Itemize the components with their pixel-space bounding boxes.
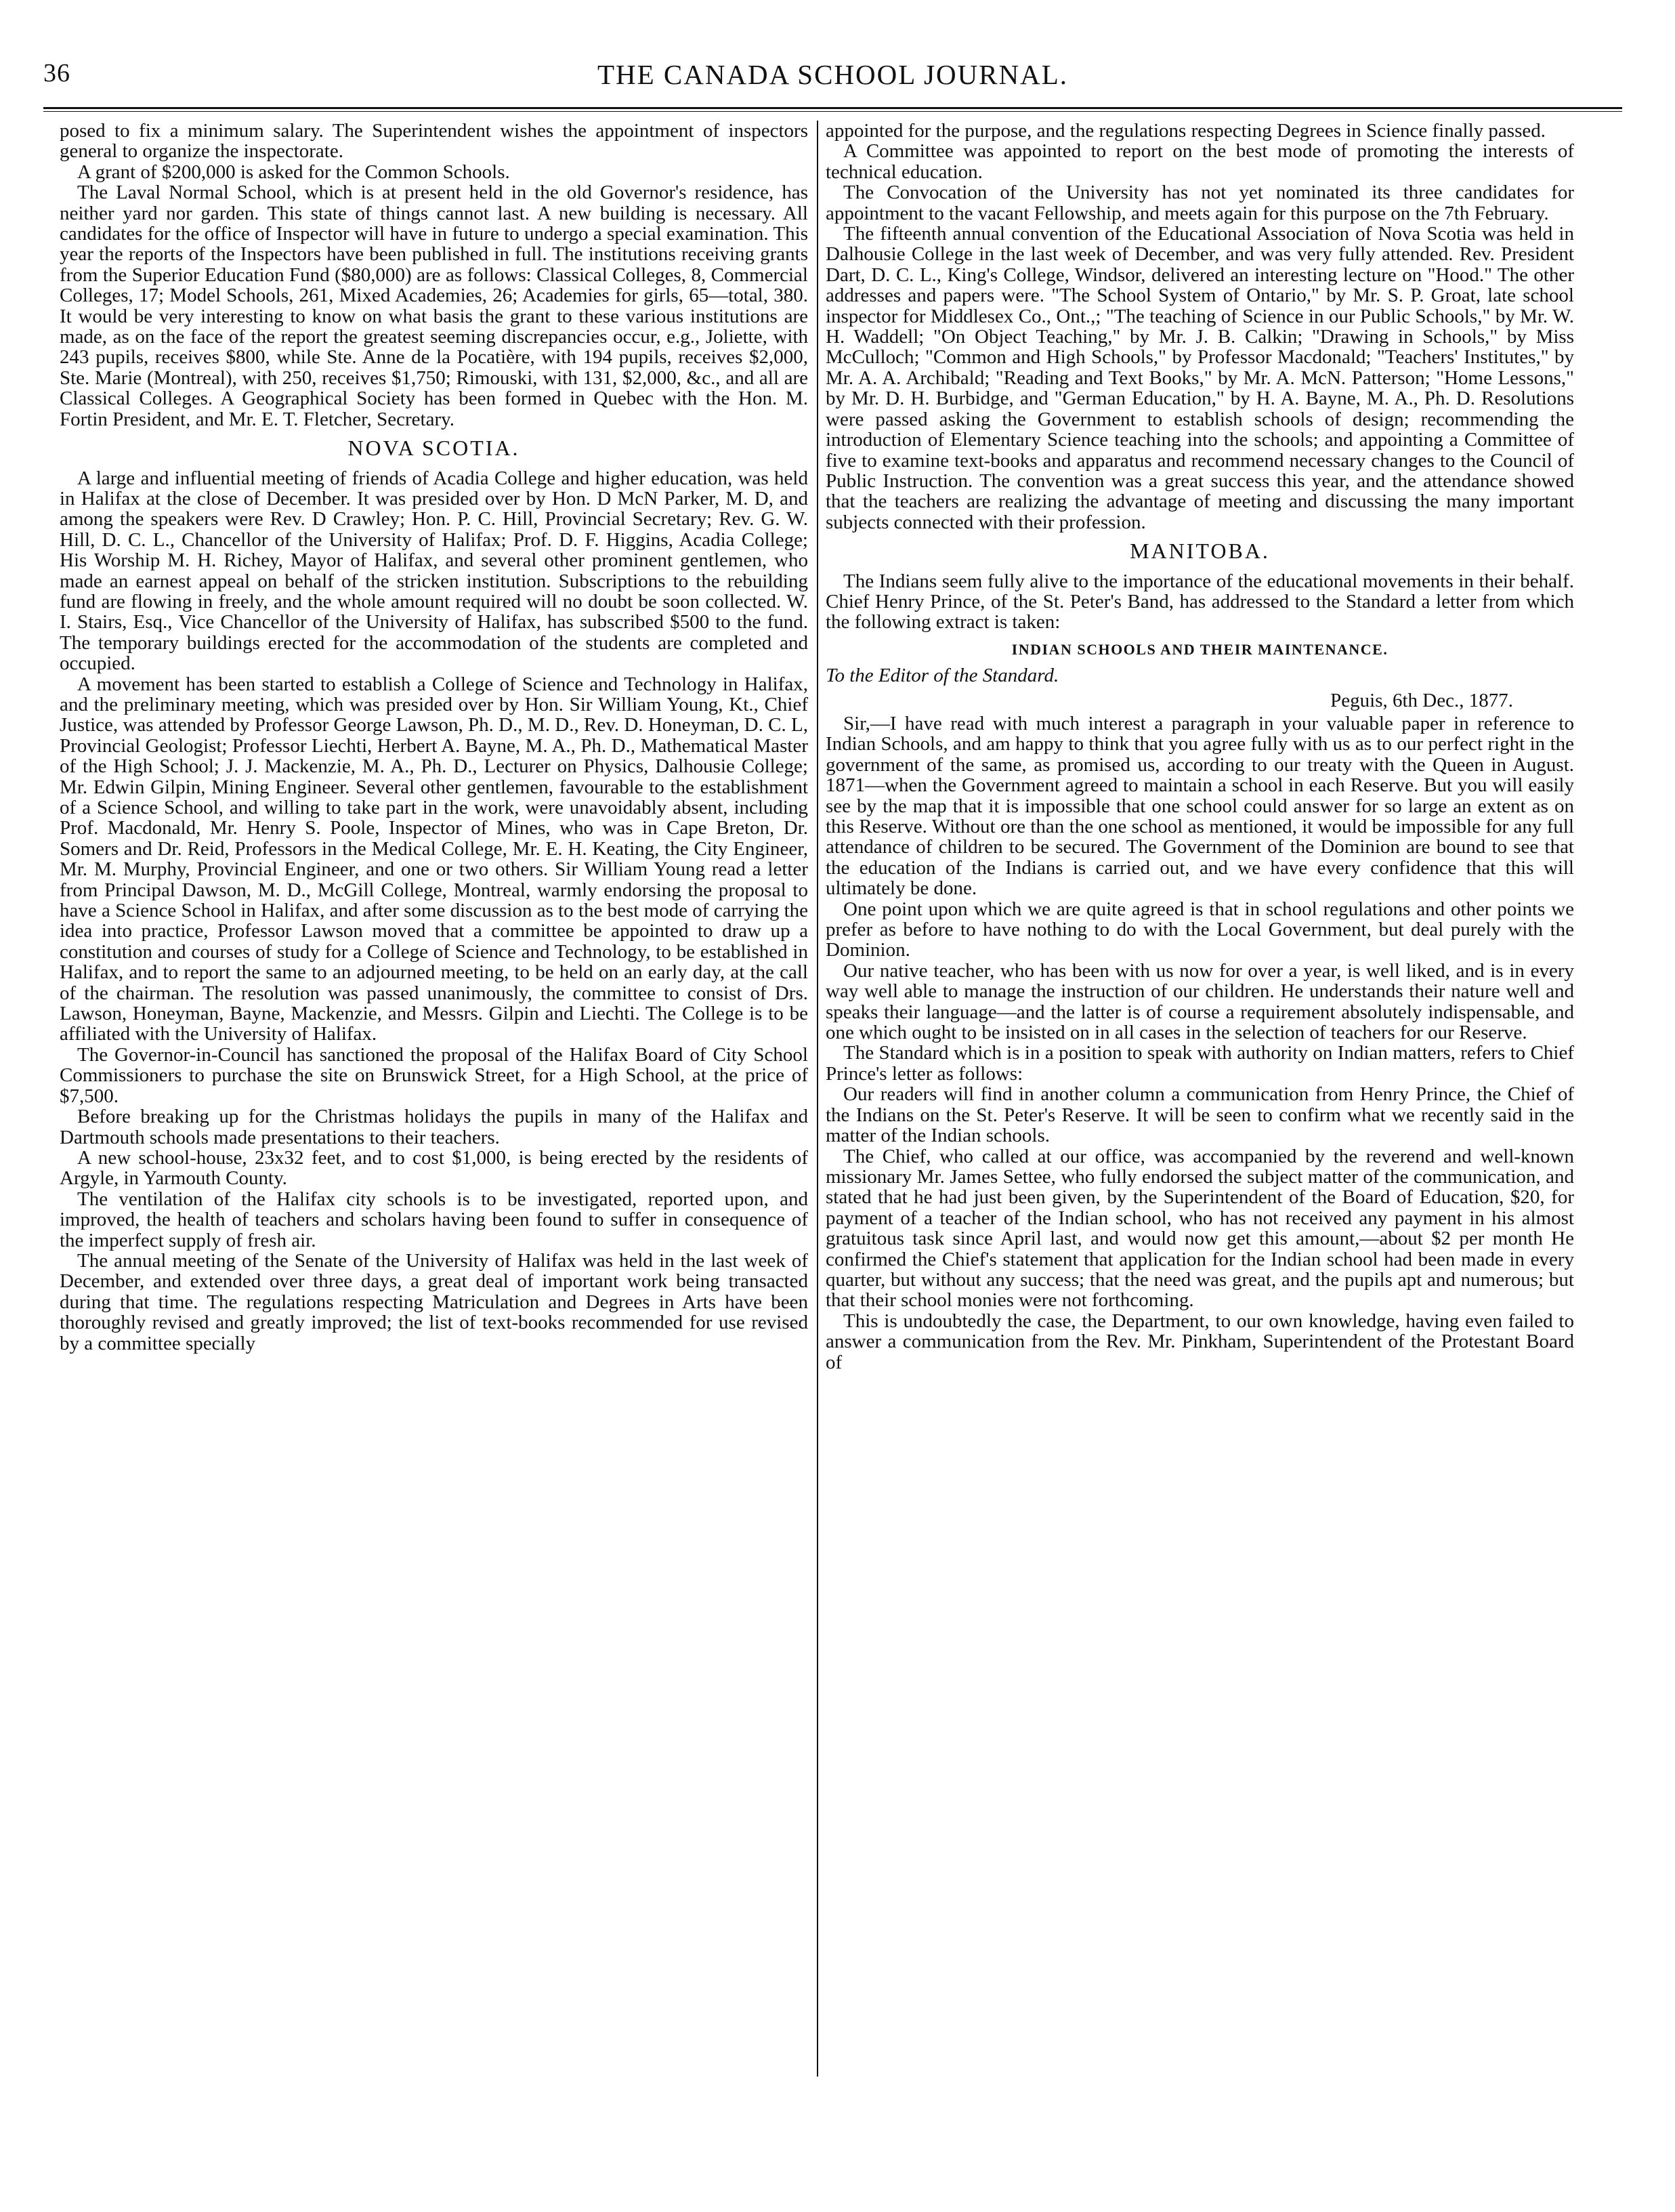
page-header <box>43 58 1622 99</box>
paragraph: One point upon which we are quite agreed is that in school regulations and other points we prefer as before to have nothing to do with the Local Government, but deal purely with the Dominion. <box>826 898 1574 961</box>
paragraph: posed to fix a minimum salary. The Superintendent wishes the appointment of inspectors general to organize the inspectorate. <box>60 120 808 163</box>
paragraph: The Governor-in-Council has sanctioned the proposal of the Halifax Board of City School Commissioners to purchase the site on Brunswick Street, for a High School, at the price of $7,500. <box>60 1043 808 1107</box>
paragraph: The annual meeting of the Senate of the University of Halifax was held in the last week of December, and extended over three days, a great deal of important work being transacted during that time. The regulations respecting Matriculation and Degrees in Arts have been thoroughly revised and greatly improved; the list of text-books recommended for use revised by a committee specially <box>60 1249 808 1354</box>
header-rule-thin <box>43 111 1622 112</box>
right-column <box>826 121 1574 1373</box>
article-columns <box>60 121 1622 1373</box>
journal-title: THE CANADA SCHOOL JOURNAL. <box>597 59 1069 90</box>
letter-dateline: Peguis, 6th Dec., 1877. <box>1330 689 1513 711</box>
paragraph: A grant of $200,000 is asked for the Common Schools. <box>77 161 510 183</box>
header-rule <box>43 107 1622 109</box>
paragraph: The Indians seem fully alive to the importance of the educational movements in their behalf. Chief Henry Prince, of the St. Peter's Band, has addressed to the Standard a letter from which the following extract is taken: <box>826 570 1574 633</box>
paragraph: This is undoubtedly the case, the Department, to our own knowledge, having even failed to answer a communication from the Rev. Mr. Pinkham, Superintendent of the Protestant Board of <box>826 1310 1574 1373</box>
paragraph: Before breaking up for the Christmas holidays the pupils in many of the Halifax and Dartmouth schools made presentations to their teachers. <box>60 1106 808 1148</box>
paragraph: The Chief, who called at our office, was accompanied by the reverend and well-known missionary Mr. James Settee, who fully endorsed the subject matter of the communication, and stated that he had just been given, by the Superintendent of the Board of Education, $20, for payment of a teacher of the Indian school, who has not received any payment in his almost gratuitous task since April last, and would now get this amount,—about $2 per month He confirmed the Chief's statement that application for the Indian school had been made in every quarter, but without any success; that the need was great, and the pupils apt and numerous; but that their school monies were not forthcoming. <box>826 1145 1574 1312</box>
paragraph: Our native teacher, who has been with us now for over a year, is well liked, and is in every way well able to manage the instruction of our children. He understands their nature well and speaks their language—and the latter is of course a requirement absolutely indispensable, and one which ought to be insisted on in all cases in the selection of teachers for our Reserve. <box>826 959 1574 1044</box>
paragraph: The Standard which is in a position to speak with authority on Indian matters, refers to Chief Prince's letter as follows: <box>826 1042 1574 1085</box>
left-column <box>60 121 808 1373</box>
letter-subheading: INDIAN SCHOOLS AND THEIR MAINTENANCE. <box>1011 640 1388 658</box>
paragraph: A movement has been started to establish a College of Science and Technology in Halifax, and the preliminary meeting, which was presided over by Hon. Sir William Young, Kt., Chief Justice, was attended by Professor George Lawson, Ph. D., M. D., Rev. D. Honeyman, D. C. L, Provincial Geologist; Professor Liechti, Herbert A. Bayne, M. A., Ph. D., Mathematical Master of the High School; J. J. Mackenzie, M. A., Ph. D., Lecturer on Physics, Dalhousie College; Mr. Edwin Gilpin, Mining Engineer. Several other gentlemen, favourable to the establishment of a Science School, and willing to take part in the work, were unavoidably absent, including Prof. Macdonald, Mr. Henry S. Poole, Inspector of Mines, who was in Cape Breton, Dr. Somers and Dr. Reid, Professors in the Medical College, Mr. E. H. Keating, the City Engineer, Mr. M. Murphy, Provincial Engineer, and one or two others. Sir William Young read a letter from Principal Dawson, M. D., McGill College, Montreal, warmly endorsing the proposal to have a Science School in Halifax, and after some discussion as to the best mode of carrying the idea into practice, Professor Lawson moved that a committee be appointed to draw up a constitution and courses of study for a College of Science and Technology, to be established in Halifax, and to report the same to an adjourned meeting, to be held on an early day, at the call of the chairman. The resolution was passed unanimously, the committee to consist of Drs. Lawson, Honeyman, Bayne, Mackenzie, and Messrs. Gilpin and Liechti. The College is to be affiliated with the University of Halifax. <box>60 673 808 1045</box>
paragraph: The Laval Normal School, which is at present held in the old Governor's residence, has neither yard nor garden. This state of things cannot last. A new building is necessary. All candidates for the office of Inspector will have in future to undergo a special examination. This year the reports of the Inspectors have been published in full. The institutions receiving grants from the Superior Education Fund ($80,000) are as follows: Classical Colleges, 8, Commercial Colleges, 17; Model Schools, 261, Mixed Academies, 26; Academies for girls, 65—total, 380. It would be very interesting to know on what basis the grant to these various institutions are made, as on the face of the report the greatest seeming discrepancies occur, e.g., Joliette, with 243 pupils, receives $800, while Ste. Anne de la Pocatière, with 194 pupils, receives $2,000, Ste. Marie (Montreal), with 250, receives $1,750; Rimouski, with 131, $2,000, &c., and all are Classical Colleges. A Geographical Society has been formed in Quebec with the Hon. M. Fortin President, and Mr. E. T. Fletcher, Secretary. <box>60 182 808 430</box>
paragraph: Our readers will find in another column a communication from Henry Prince, the Chief of the Indians on the St. Peter's Reserve. It will be seen to confirm what we recently said in the matter of the Indian schools. <box>826 1083 1574 1147</box>
page-number: 36 <box>43 59 70 87</box>
paragraph: A large and influential meeting of friends of Acadia College and higher education, was held in Halifax at the close of December. It was presided over by Hon. D McN Parker, M. D, and among the speakers were Rev. D Crawley; Hon. P. C. Hill, Provincial Secretary; Rev. G. W. Hill, D. C. L., Chancellor of the University of Halifax; Prof. D. F. Higgins, Acadia College; His Worship M. H. Richey, Mayor of Halifax, and several other prominent gentlemen, who made an earnest appeal on behalf of the stricken institution. Subscriptions to the rebuilding fund are flowing in freely, and the whole amount required will no doubt be soon collected. W. I. Stairs, Esq., Vice Chancellor of the University of Halifax, has subscribed $500 to the fund. The temporary buildings erected for the accommodation of the students are completed and occupied. <box>60 467 808 675</box>
paragraph: The ventilation of the Halifax city schools is to be investigated, reported upon, and improved, the health of teachers and scholars having been found to suffer in consequence of the imperfect supply of fresh air. <box>60 1188 808 1251</box>
paragraph: The Convocation of the University has not yet nominated its three candidates for appointment to the vacant Fellowship, and meets again for this purpose on the 7th February. <box>826 182 1574 224</box>
paragraph: A Committee was appointed to report on the best mode of promoting the interests of technical education. <box>826 140 1574 183</box>
paragraph: A new school-house, 23x32 feet, and to cost $1,000, is being erected by the residents of Argyle, in Yarmouth County. <box>60 1146 808 1190</box>
section-heading-manitoba: MANITOBA. <box>1130 539 1270 564</box>
section-heading-nova-scotia: NOVA SCOTIA. <box>347 436 520 461</box>
paragraph: Sir,—I have read with much interest a paragraph in your valuable paper in reference to Indian Schools, and am happy to think that you agree fully with us as to our perfect right in the government of the same, as promised us, according to our treaty with the Queen in August. 1871—when the Government agreed to maintain a school in each Reserve. But you will easily see by the map that it is impossible that one school could answer for so large an extent as on this Reserve. Without ore than the one school as mentioned, it would be impossible for any full attendance of children to be secured. The Government of the Dominion are bound to see that the education of the Indians is carried out, and we have every confidence that this will ultimately be done. <box>826 712 1574 900</box>
paragraph: appointed for the purpose, and the regulations respecting Degrees in Science finally passed. <box>826 120 1546 142</box>
letter-addressee: To the Editor of the Standard. <box>826 665 1059 687</box>
paragraph: The fifteenth annual convention of the Educational Association of Nova Scotia was held in Dalhousie College in the last week of December, and was very fully attended. Rev. President Dart, D. C. L., King's College, Windsor, delivered an interesting lecture on "Hood." The other addresses and papers were. "The School System of Ontario," by Mr. S. P. Groat, late school inspector for Middlesex Co., Ont.,; "The teaching of Science in our Public Schools," by Mr. W. H. Waddell; "On Object Teaching," by Mr. J. B. Calkin; "Drawing in Schools," by Miss McCulloch; "Common and High Schools," by Professor Macdonald; "Teachers' Institutes," by Mr. A. A. Archibald; "Reading and Text Books," by Mr. A. McN. Patterson; "Home Lessons," by Mr. D. H. Burbidge, and "German Education," by H. A. Bayne, M. A., Ph. D. Resolutions were passed asking the Government to establish schools of design; recommending the introduction of Elementary Science teaching into the schools; and appointing a Committee of five to examine text-books and apparatus and recommend necessary changes to the Council of Public Instruction. The convention was a great success this year, and the attendance showed that the teachers are realizing the advantage of meeting and discussing the many important subjects connected with their profession. <box>826 223 1574 533</box>
